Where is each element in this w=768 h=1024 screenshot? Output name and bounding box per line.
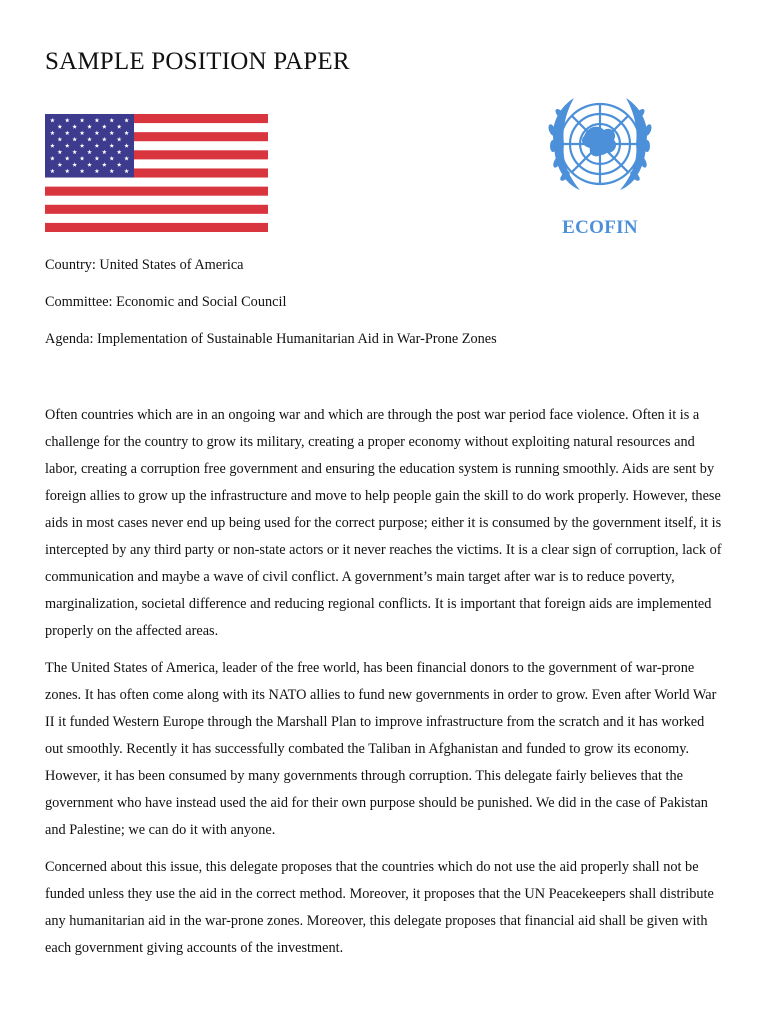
country-line: Country: United States of America	[45, 257, 244, 273]
agenda-line: Agenda: Implementation of Sustainable Humanitarian Aid in War-Prone Zones	[45, 331, 497, 347]
un-emblem-icon	[540, 86, 660, 206]
body-text	[45, 402, 725, 972]
emblem-label: ECOFIN	[562, 217, 638, 238]
paragraph: The United States of America, leader of the free world, has been financial donors to the government of war-prone zones. It has often come along with its NATO allies to fund new governments in order to grow. Even after World War II it funded Western Europe through the Marshall Plan to improve infrastructure from the scratch and it has worked out smoothly. Recently it has successfully combated the Taliban in Afghanistan and funded to grow its economy. However, it has been consumed by many governments through corruption. This delegate fairly believes that the government who have instead used the aid for their own purpose should be punished. We did in the case of Pakistan and Palestine; we can do it with anyone.	[45, 660, 717, 838]
page-title: SAMPLE POSITION PAPER	[45, 48, 350, 75]
us-flag-icon	[45, 114, 268, 232]
paragraph: Often countries which are in an ongoing war and which are through the post war period face violence. Often it is a challenge for the country to grow its military, creating a proper economy without exploiting natural resources and labor, creating a corruption free government and ensuring the education system is running smoothly. Aids are sent by foreign allies to grow up the infrastructure and move to help people gain the skill to do work properly. However, these aids in most cases never end up being used for the correct purpose; either it is consumed by the government itself, it is intercepted by any third party or non-state actors or it never reaches the victims. It is a clear sign of corruption, lack of communication and maybe a wave of civil conflict. A government’s main target after war is to reduce poverty, marginalization, societal difference and reducing regional conflicts. It is important that foreign aids are implemented properly on the affected areas.	[45, 407, 722, 639]
committee-line: Committee: Economic and Social Council	[45, 294, 287, 310]
paragraph: Concerned about this issue, this delegate proposes that the countries which do not use the aid properly shall not be funded unless they use the aid in the correct method. Moreover, it proposes that the UN Peacekeepers shall distribute any humanitarian aid in the war-prone zones. Moreover, this delegate proposes that financial aid shall be given with each government giving accounts of the investment.	[45, 859, 714, 956]
